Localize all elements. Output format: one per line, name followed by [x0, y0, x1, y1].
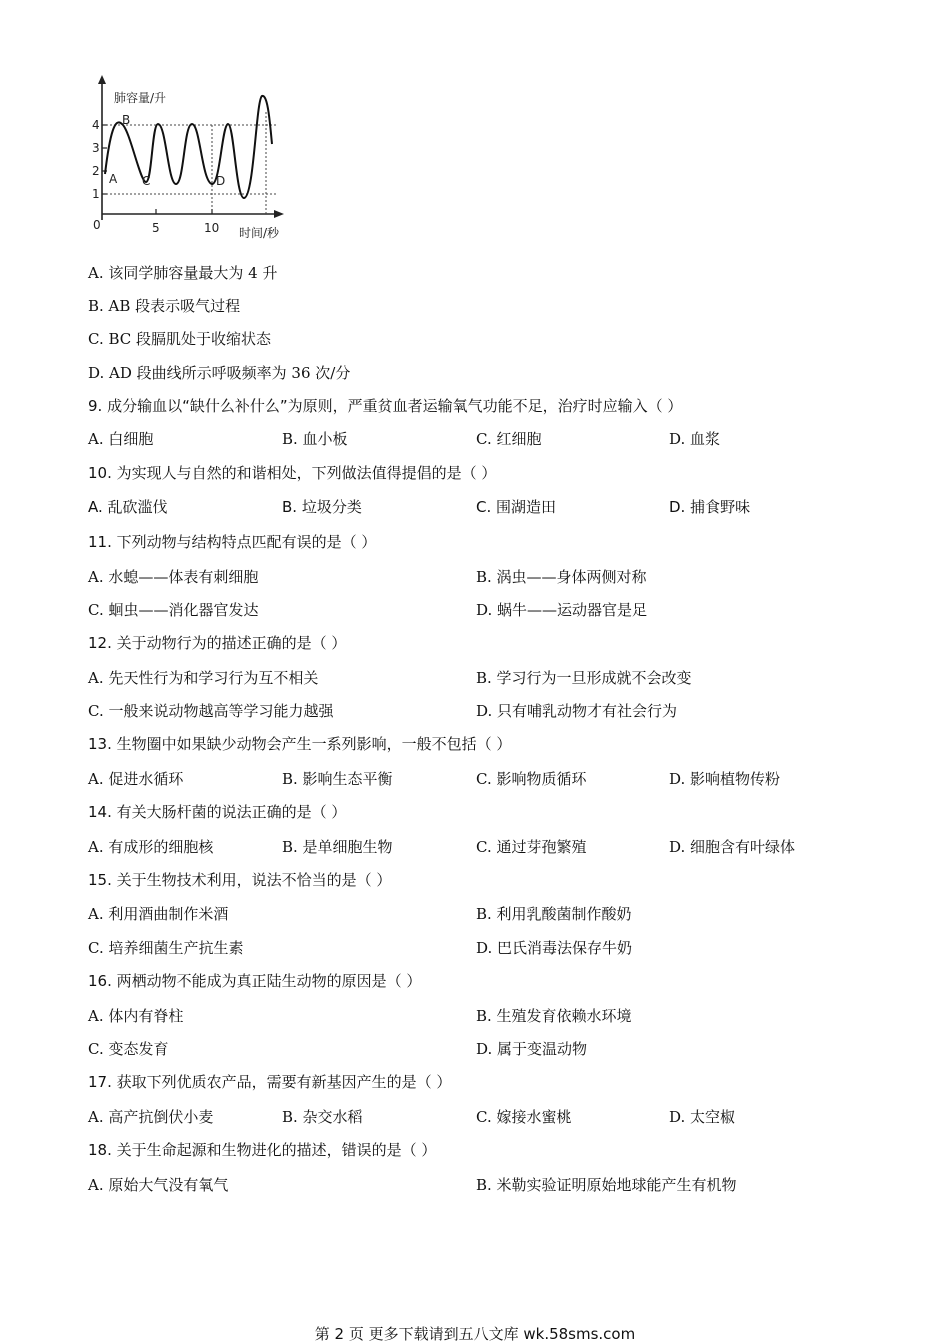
option-d: D. 血浆	[669, 430, 721, 448]
option-b: B. 杂交水稻	[282, 1108, 363, 1126]
option-c: C. 嫁接水蜜桃	[476, 1108, 572, 1126]
option-d: D. 蜗牛——运动器官是足	[476, 601, 648, 619]
point-label-a: A	[109, 172, 118, 186]
point-label-b: B	[122, 113, 131, 127]
option-c: C. 变态发育	[88, 1040, 169, 1058]
y-axis-arrow	[98, 75, 106, 84]
option-c: C. 一般来说动物越高等学习能力越强	[88, 702, 334, 720]
question-stem: 14. 有关大肠杆菌的说法正确的是（ ）	[88, 803, 347, 821]
option-a: A. 水螅——体表有刺细胞	[88, 568, 259, 586]
q8-option-a: A. 该同学肺容量最大为 4 升	[88, 264, 278, 282]
y-axis-label: 肺容量/升	[114, 91, 167, 105]
question-stem: 12. 关于动物行为的描述正确的是（ ）	[88, 634, 347, 652]
option-d: D. 巴氏消毒法保存牛奶	[476, 939, 633, 957]
y-tick-4: 4	[92, 118, 100, 132]
page-footer: 第 2 页 更多下载请到五八文库 wk.58sms.com	[314, 1325, 636, 1343]
option-d: D. 捕食野味	[669, 498, 751, 516]
option-b: B. 是单细胞生物	[282, 838, 393, 856]
y-tick-2: 2	[92, 164, 100, 178]
option-b: B. 垃圾分类	[282, 498, 362, 516]
lung-volume-curve	[105, 96, 272, 198]
question-stem: 11. 下列动物与结构特点匹配有误的是（ ）	[88, 533, 377, 551]
x-tick-5: 5	[152, 221, 160, 235]
option-a: A. 白细胞	[88, 430, 154, 448]
option-b: B. 血小板	[282, 430, 348, 448]
q8-option-b: B. AB 段表示吸气过程	[88, 297, 241, 315]
question-stem: 18. 关于生命起源和生物进化的描述，错误的是（ ）	[88, 1141, 437, 1159]
x-axis-label: 时间/秒	[239, 226, 280, 240]
option-b: B. 涡虫——身体两侧对称	[476, 568, 647, 586]
option-c: C. 围湖造田	[476, 498, 557, 516]
option-b: B. 生殖发育依赖水环境	[476, 1007, 632, 1025]
option-b: B. 利用乳酸菌制作酸奶	[476, 905, 632, 923]
x-tick-10: 10	[204, 221, 220, 235]
option-a: A. 高产抗倒伏小麦	[88, 1108, 214, 1126]
lung-volume-figure	[82, 72, 292, 247]
option-c: C. 红细胞	[476, 430, 542, 448]
point-label-c: C	[142, 174, 151, 188]
question-stem: 17. 获取下列优质农产品，需要有新基因产生的是（ ）	[88, 1073, 452, 1091]
option-c: C. 影响物质循环	[476, 770, 587, 788]
option-a: A. 有成形的细胞核	[88, 838, 214, 856]
option-b: B. 米勒实验证明原始地球能产生有机物	[476, 1176, 737, 1194]
option-a: A. 乱砍滥伐	[88, 498, 168, 516]
question-stem: 16. 两栖动物不能成为真正陆生动物的原因是（ ）	[88, 972, 422, 990]
option-a: A. 原始大气没有氧气	[88, 1176, 229, 1194]
option-d: D. 细胞含有叶绿体	[669, 838, 796, 856]
option-c: C. 培养细菌生产抗生素	[88, 939, 244, 957]
option-c: C. 通过芽孢繁殖	[476, 838, 587, 856]
option-d: D. 只有哺乳动物才有社会行为	[476, 702, 678, 720]
option-d: D. 属于变温动物	[476, 1040, 588, 1058]
option-a: A. 先天性行为和学习行为互不相关	[88, 669, 319, 687]
option-d: D. 影响植物传粉	[669, 770, 781, 788]
y-tick-3: 3	[92, 141, 100, 155]
q8-option-c: C. BC 段膈肌处于收缩状态	[88, 330, 272, 348]
option-b: B. 学习行为一旦形成就不会改变	[476, 669, 692, 687]
point-label-d: D	[216, 174, 226, 188]
x-tick-0: 0	[93, 218, 101, 232]
q8-option-d: D. AD 段曲线所示呼吸频率为 36 次/分	[88, 364, 351, 382]
option-d: D. 太空椒	[669, 1108, 736, 1126]
question-stem: 9. 成分输血以“缺什么补什么”为原则，严重贫血者运输氧气功能不足，治疗时应输入（ ）	[88, 397, 683, 415]
x-axis-arrow	[274, 210, 284, 218]
question-stem: 15. 关于生物技术利用，说法不恰当的是（ ）	[88, 871, 392, 889]
question-stem: 10. 为实现人与自然的和谐相处，下列做法值得提倡的是（ ）	[88, 464, 497, 482]
option-b: B. 影响生态平衡	[282, 770, 393, 788]
y-tick-1: 1	[92, 187, 100, 201]
option-a: A. 体内有脊柱	[88, 1007, 184, 1025]
question-stem: 13. 生物圈中如果缺少动物会产生一系列影响，一般不包括（ ）	[88, 735, 512, 753]
option-c: C. 蛔虫——消化器官发达	[88, 601, 259, 619]
option-a: A. 利用酒曲制作米酒	[88, 905, 229, 923]
option-a: A. 促进水循环	[88, 770, 184, 788]
